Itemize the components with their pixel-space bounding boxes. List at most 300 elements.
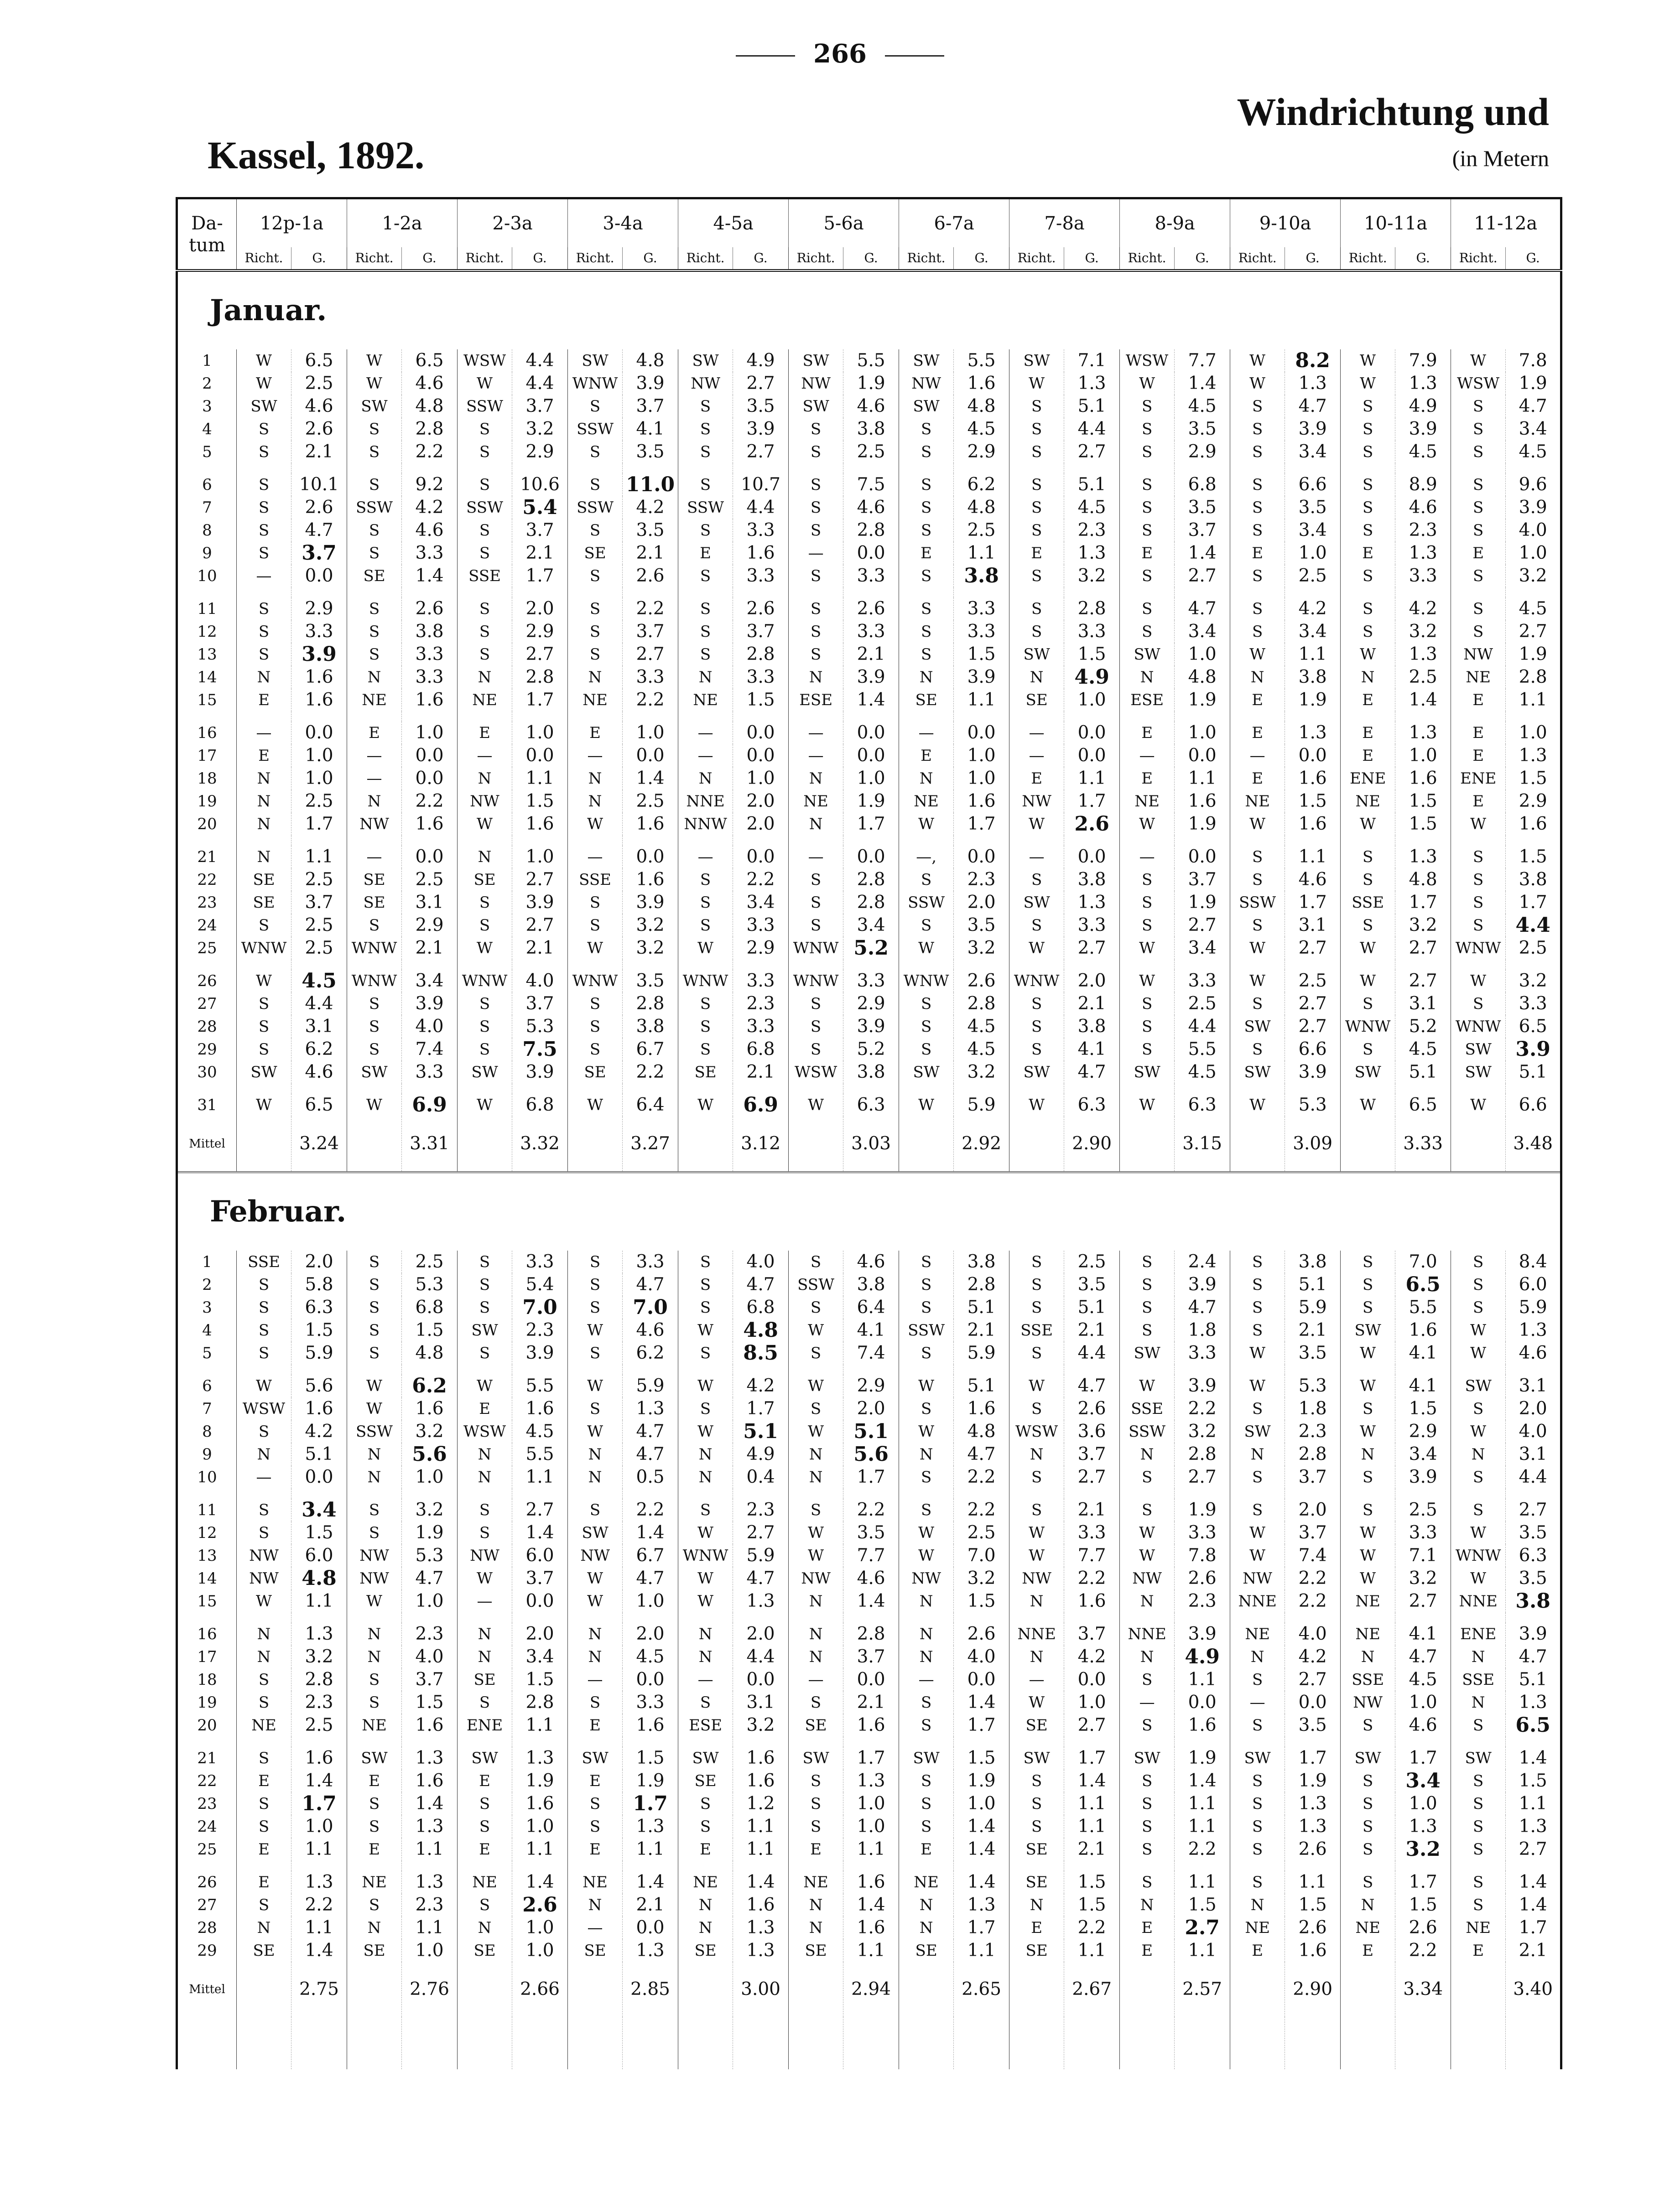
day-number: 8 xyxy=(177,519,237,542)
speed-cell: 5.1 xyxy=(954,1296,1009,1319)
speed-cell: 1.5 xyxy=(1064,1894,1120,1916)
speed-cell: 4.5 xyxy=(1506,441,1561,463)
speed-cell: 1.6 xyxy=(512,1397,568,1420)
direction-cell: SE xyxy=(899,689,954,711)
direction-cell: S xyxy=(1009,1342,1064,1365)
gap-cell xyxy=(512,1489,568,1499)
speed-cell: 2.7 xyxy=(733,1522,789,1544)
speed-cell: 1.6 xyxy=(291,1747,347,1770)
speed-cell: 3.4 xyxy=(1285,620,1341,643)
speed-cell: 5.1 xyxy=(733,1420,789,1443)
direction-cell: NW xyxy=(1230,1567,1285,1590)
mittel-empty xyxy=(1009,1117,1064,1172)
speed-cell: 5.9 xyxy=(623,1375,678,1397)
gap-cell xyxy=(733,1861,789,1871)
gap-cell xyxy=(458,1365,512,1375)
direction-cell: S xyxy=(347,1894,402,1916)
direction-cell: WNW xyxy=(347,970,402,992)
direction-cell: N xyxy=(1341,1646,1395,1668)
speed-cell: 4.6 xyxy=(1395,1714,1451,1737)
speed-cell: 2.6 xyxy=(954,970,1009,992)
direction-cell: N xyxy=(568,1646,623,1668)
direction-cell: S xyxy=(237,542,291,565)
gap-cell xyxy=(568,1084,623,1094)
direction-cell: S xyxy=(678,519,733,542)
direction-cell: SW xyxy=(1230,1747,1285,1770)
speed-cell: 4.4 xyxy=(1506,1466,1561,1489)
direction-cell: S xyxy=(1341,846,1395,868)
table-row xyxy=(177,1838,1561,1861)
direction-cell: W xyxy=(899,1544,954,1567)
speed-cell: 7.0 xyxy=(954,1544,1009,1567)
direction-cell: SW xyxy=(1341,1747,1395,1770)
richt-label: Richt. xyxy=(678,247,733,270)
speed-cell: 1.9 xyxy=(512,1770,568,1792)
direction-cell: NE xyxy=(237,1714,291,1737)
direction-cell: S xyxy=(458,1251,512,1273)
direction-cell: E xyxy=(1341,689,1395,711)
direction-cell: W xyxy=(899,937,954,960)
gap-cell xyxy=(789,587,843,597)
gap-cell xyxy=(458,463,512,473)
speed-cell: 0.0 xyxy=(954,1668,1009,1691)
day-number: 25 xyxy=(177,937,237,960)
direction-cell: — xyxy=(1120,744,1175,767)
direction-cell: N xyxy=(347,790,402,813)
direction-cell: N xyxy=(458,1466,512,1489)
speed-cell: 1.6 xyxy=(623,813,678,836)
direction-cell: SSW xyxy=(458,496,512,519)
speed-cell: 3.3 xyxy=(1506,992,1561,1015)
direction-cell: S xyxy=(1451,1466,1506,1489)
gap-cell xyxy=(1175,711,1230,722)
direction-cell: S xyxy=(899,1499,954,1522)
speed-cell: 3.7 xyxy=(512,1567,568,1590)
speed-cell: 3.2 xyxy=(623,937,678,960)
gap-cell xyxy=(1230,587,1285,597)
direction-cell: W xyxy=(1451,1094,1506,1117)
speed-cell: 1.7 xyxy=(954,1714,1009,1737)
speed-cell: 2.0 xyxy=(733,790,789,813)
day-number: 30 xyxy=(177,1061,237,1084)
speed-cell: 4.0 xyxy=(1506,1420,1561,1443)
mittel-empty xyxy=(789,1962,843,2017)
direction-cell: W xyxy=(1230,1544,1285,1567)
speed-cell: 4.4 xyxy=(733,1646,789,1668)
speed-cell: 1.0 xyxy=(512,722,568,744)
speed-cell: 5.2 xyxy=(1395,1015,1451,1038)
direction-cell: NW xyxy=(899,372,954,395)
richt-label: Richt. xyxy=(347,247,402,270)
speed-cell: 1.9 xyxy=(1175,813,1230,836)
direction-cell: E xyxy=(1341,744,1395,767)
direction-cell: SW xyxy=(899,395,954,418)
direction-cell: W xyxy=(237,970,291,992)
direction-cell: E xyxy=(1230,767,1285,790)
direction-cell: SW xyxy=(789,395,843,418)
direction-cell: E xyxy=(1120,767,1175,790)
speed-cell: 1.7 xyxy=(954,813,1009,836)
gap-cell xyxy=(1285,1737,1341,1747)
direction-cell: W xyxy=(347,1397,402,1420)
direction-cell: S xyxy=(237,1691,291,1714)
speed-cell: 4.9 xyxy=(1064,666,1120,689)
day-number: 4 xyxy=(177,418,237,441)
direction-cell: NW xyxy=(568,1544,623,1567)
direction-cell: NW xyxy=(1451,643,1506,666)
direction-cell: W xyxy=(1009,1544,1064,1567)
table-row xyxy=(177,473,1561,496)
direction-cell: SE xyxy=(458,1939,512,1962)
direction-cell: S xyxy=(1120,1770,1175,1792)
speed-cell: 5.3 xyxy=(1285,1094,1341,1117)
gap-cell xyxy=(1064,587,1120,597)
speed-cell: 2.0 xyxy=(1506,1397,1561,1420)
speed-cell: 1.6 xyxy=(291,1397,347,1420)
direction-cell: W xyxy=(1451,1319,1506,1342)
direction-cell: S xyxy=(237,1015,291,1038)
gap-cell xyxy=(1506,1365,1561,1375)
gap-cell xyxy=(789,1861,843,1871)
table-row xyxy=(177,1094,1561,1117)
direction-cell: W xyxy=(458,937,512,960)
speed-cell: 5.3 xyxy=(1285,1375,1341,1397)
speed-cell: 3.4 xyxy=(733,891,789,914)
day-number: 26 xyxy=(177,1871,237,1894)
direction-cell: WNW xyxy=(1451,1544,1506,1567)
direction-cell: N xyxy=(789,813,843,836)
speed-cell: 1.9 xyxy=(1175,689,1230,711)
gap-cell xyxy=(291,711,347,722)
direction-cell: SW xyxy=(237,395,291,418)
gap-cell xyxy=(1064,1737,1120,1747)
footer-cell xyxy=(458,2017,512,2069)
day-number: 24 xyxy=(177,914,237,937)
speed-cell: 2.2 xyxy=(1395,1939,1451,1962)
direction-cell: W xyxy=(678,1522,733,1544)
direction-cell: N xyxy=(789,767,843,790)
day-number: 21 xyxy=(177,846,237,868)
day-number: 17 xyxy=(177,744,237,767)
direction-cell: E xyxy=(1230,542,1285,565)
speed-cell: 3.1 xyxy=(733,1691,789,1714)
direction-cell: S xyxy=(458,914,512,937)
table-row xyxy=(177,1420,1561,1443)
direction-cell: N xyxy=(678,1466,733,1489)
speed-cell: 4.5 xyxy=(623,1646,678,1668)
footer-cell xyxy=(1341,2017,1395,2069)
direction-cell: S xyxy=(347,473,402,496)
direction-cell: S xyxy=(789,1770,843,1792)
speed-cell: 2.0 xyxy=(954,891,1009,914)
direction-cell: SSE xyxy=(1451,1668,1506,1691)
direction-cell: S xyxy=(678,597,733,620)
direction-cell: S xyxy=(1451,891,1506,914)
gap-cell xyxy=(1120,1737,1175,1747)
direction-cell: W xyxy=(1341,1522,1395,1544)
direction-cell: E xyxy=(1009,542,1064,565)
speed-cell: 1.7 xyxy=(512,565,568,587)
speed-cell: 2.0 xyxy=(733,813,789,836)
speed-cell: 5.6 xyxy=(291,1375,347,1397)
speed-cell: 1.3 xyxy=(1395,722,1451,744)
group-gap xyxy=(177,1737,1561,1747)
direction-cell: S xyxy=(1009,914,1064,937)
direction-cell: S xyxy=(1341,597,1395,620)
speed-cell: 1.0 xyxy=(843,1815,899,1838)
gap-cell xyxy=(1230,836,1285,846)
speed-cell: 2.3 xyxy=(1395,519,1451,542)
direction-cell: NE xyxy=(678,689,733,711)
table-row xyxy=(177,1916,1561,1939)
speed-cell: 4.7 xyxy=(954,1443,1009,1466)
gap-cell xyxy=(568,1737,623,1747)
speed-cell: 1.1 xyxy=(1175,1668,1230,1691)
speed-cell: 2.0 xyxy=(512,1623,568,1646)
footer-cell xyxy=(347,2017,402,2069)
direction-cell: S xyxy=(678,643,733,666)
gap-cell xyxy=(1395,1084,1451,1094)
direction-cell: S xyxy=(899,1815,954,1838)
direction-cell: NNW xyxy=(678,813,733,836)
direction-cell: S xyxy=(1230,1499,1285,1522)
direction-cell: S xyxy=(347,1691,402,1714)
direction-cell: S xyxy=(678,1015,733,1038)
day-number: 8 xyxy=(177,1420,237,1443)
richt-label: Richt. xyxy=(1341,247,1395,270)
speed-cell: 3.2 xyxy=(623,914,678,937)
direction-cell: S xyxy=(1009,519,1064,542)
day-number: 31 xyxy=(177,1094,237,1117)
direction-cell: S xyxy=(789,914,843,937)
speed-cell: 4.8 xyxy=(291,1567,347,1590)
footer-cell xyxy=(733,2017,789,2069)
speed-cell: 1.0 xyxy=(623,1590,678,1613)
direction-cell: S xyxy=(347,1792,402,1815)
gap-cell xyxy=(899,1737,954,1747)
day-number: 24 xyxy=(177,1815,237,1838)
speed-cell: 1.7 xyxy=(1395,1871,1451,1894)
mittel-empty xyxy=(347,1962,402,2017)
footer-cell xyxy=(1506,2017,1561,2069)
gap-cell xyxy=(458,711,512,722)
direction-cell: SW xyxy=(1341,1061,1395,1084)
mittel-value: 2.65 xyxy=(954,1962,1009,2017)
footer-cell xyxy=(678,2017,733,2069)
direction-cell: NE xyxy=(347,1714,402,1737)
speed-cell: 1.5 xyxy=(1506,846,1561,868)
mittel-empty xyxy=(1120,1117,1175,1172)
speed-cell: 1.1 xyxy=(291,1838,347,1861)
direction-cell: NE xyxy=(1341,1623,1395,1646)
table-row xyxy=(177,643,1561,666)
speed-cell: 0.0 xyxy=(1175,1691,1230,1714)
direction-cell: ESE xyxy=(678,1714,733,1737)
richt-label: Richt. xyxy=(899,247,954,270)
gap-cell xyxy=(1009,711,1064,722)
direction-cell: S xyxy=(1120,1668,1175,1691)
speed-cell: 1.9 xyxy=(402,1522,458,1544)
speed-cell: 4.1 xyxy=(843,1319,899,1342)
direction-cell: S xyxy=(1009,620,1064,643)
speed-cell: 7.7 xyxy=(1175,349,1230,372)
mittel-value: 2.67 xyxy=(1064,1962,1120,2017)
direction-cell: S xyxy=(1451,1714,1506,1737)
speed-cell: 3.7 xyxy=(843,1646,899,1668)
wind-table xyxy=(176,197,1562,2069)
gap-cell xyxy=(623,1084,678,1094)
mittel-value: 3.32 xyxy=(512,1117,568,1172)
direction-cell: S xyxy=(1120,473,1175,496)
speed-cell: 2.8 xyxy=(1285,1443,1341,1466)
speed-cell: 2.9 xyxy=(1395,1420,1451,1443)
direction-cell: S xyxy=(1009,1397,1064,1420)
speed-cell: 1.4 xyxy=(402,1792,458,1815)
speed-cell: 2.7 xyxy=(1285,1015,1341,1038)
direction-cell: E xyxy=(1451,542,1506,565)
table-row xyxy=(177,891,1561,914)
direction-cell: WNW xyxy=(568,970,623,992)
footer-cell xyxy=(1285,2017,1341,2069)
speed-cell: 1.3 xyxy=(1506,1815,1561,1838)
speed-cell: 3.3 xyxy=(1395,565,1451,587)
speed-cell: 2.2 xyxy=(954,1466,1009,1489)
speed-cell: 4.6 xyxy=(291,395,347,418)
direction-cell: S xyxy=(789,1397,843,1420)
speed-cell: 4.4 xyxy=(512,372,568,395)
direction-cell: SW xyxy=(1230,1015,1285,1038)
speed-cell: 0.0 xyxy=(623,846,678,868)
direction-cell: SW xyxy=(347,1061,402,1084)
gap-cell xyxy=(1451,1861,1506,1871)
speed-cell: 1.9 xyxy=(843,790,899,813)
direction-cell: ENE xyxy=(1341,767,1395,790)
gap-cell xyxy=(1341,463,1395,473)
gap-cell xyxy=(512,587,568,597)
gap-cell xyxy=(1230,1737,1285,1747)
direction-cell: — xyxy=(347,767,402,790)
direction-cell: S xyxy=(237,1815,291,1838)
table-row xyxy=(177,565,1561,587)
direction-cell: S xyxy=(1341,473,1395,496)
speed-cell: 2.0 xyxy=(291,1251,347,1273)
direction-cell: WSW xyxy=(237,1397,291,1420)
mittel-value: 3.09 xyxy=(1285,1117,1341,1172)
direction-cell: N xyxy=(1120,1646,1175,1668)
gap-cell xyxy=(623,1365,678,1375)
hour-header: 4-5a xyxy=(678,198,789,248)
speed-cell: 2.1 xyxy=(402,937,458,960)
speed-cell: 2.2 xyxy=(1064,1916,1120,1939)
gap-cell xyxy=(1451,1489,1506,1499)
direction-cell: E xyxy=(1341,722,1395,744)
group-gap xyxy=(177,1613,1561,1623)
speed-cell: 1.0 xyxy=(512,1916,568,1939)
direction-cell: S xyxy=(899,643,954,666)
direction-cell: S xyxy=(568,1296,623,1319)
direction-cell: E xyxy=(899,1838,954,1861)
gap-cell xyxy=(347,1365,402,1375)
speed-cell: 3.3 xyxy=(843,970,899,992)
direction-cell: W xyxy=(789,1522,843,1544)
speed-cell: 4.4 xyxy=(291,992,347,1015)
direction-cell: — xyxy=(1009,1668,1064,1691)
gap-cell xyxy=(291,1084,347,1094)
speed-cell: 2.6 xyxy=(291,418,347,441)
direction-cell: S xyxy=(1009,1251,1064,1273)
speed-cell: 6.3 xyxy=(1506,1544,1561,1567)
speed-cell: 1.3 xyxy=(512,1747,568,1770)
day-number: 10 xyxy=(177,565,237,587)
speed-cell: 0.0 xyxy=(954,722,1009,744)
speed-cell: 5.2 xyxy=(843,937,899,960)
direction-cell: N xyxy=(899,1443,954,1466)
speed-cell: 2.7 xyxy=(733,441,789,463)
speed-cell: 1.3 xyxy=(733,1590,789,1613)
speed-cell: 2.1 xyxy=(623,1894,678,1916)
mittel-row xyxy=(177,1117,1561,1172)
direction-cell: S xyxy=(237,1499,291,1522)
speed-cell: 3.3 xyxy=(512,1251,568,1273)
direction-cell: S xyxy=(789,1251,843,1273)
speed-cell: 2.5 xyxy=(954,519,1009,542)
direction-cell: S xyxy=(1230,620,1285,643)
speed-cell: 3.9 xyxy=(1506,1038,1561,1061)
direction-cell: W xyxy=(568,1590,623,1613)
gap-cell xyxy=(899,1861,954,1871)
direction-cell: W xyxy=(899,1094,954,1117)
direction-cell: W xyxy=(1451,1567,1506,1590)
speed-cell: 1.1 xyxy=(1064,767,1120,790)
direction-cell: NW xyxy=(347,813,402,836)
direction-cell: S xyxy=(1341,1838,1395,1861)
speed-cell: 2.1 xyxy=(843,643,899,666)
speed-cell: 2.9 xyxy=(291,597,347,620)
direction-cell: E xyxy=(1009,767,1064,790)
speed-cell: 3.9 xyxy=(1395,418,1451,441)
direction-cell: SSE xyxy=(237,1251,291,1273)
direction-cell: E xyxy=(237,689,291,711)
speed-cell: 2.6 xyxy=(623,565,678,587)
speed-cell: 1.4 xyxy=(291,1939,347,1962)
speed-cell: 1.1 xyxy=(1175,1871,1230,1894)
speed-cell: 4.7 xyxy=(733,1567,789,1590)
direction-cell: ESE xyxy=(789,689,843,711)
speed-cell: 6.2 xyxy=(954,473,1009,496)
day-number: 23 xyxy=(177,1792,237,1815)
gap-cell xyxy=(1506,463,1561,473)
speed-cell: 0.0 xyxy=(733,722,789,744)
direction-cell: S xyxy=(1451,1273,1506,1296)
speed-cell: 1.1 xyxy=(1175,767,1230,790)
speed-cell: 1.0 xyxy=(291,767,347,790)
gap-cell xyxy=(1009,1489,1064,1499)
speed-cell: 3.2 xyxy=(1506,565,1561,587)
gap-cell xyxy=(1009,1613,1064,1623)
direction-cell: S xyxy=(1451,1871,1506,1894)
speed-cell: 1.1 xyxy=(843,1838,899,1861)
speed-cell: 4.5 xyxy=(1175,395,1230,418)
speed-cell: 3.3 xyxy=(402,666,458,689)
speed-cell: 2.6 xyxy=(733,597,789,620)
speed-cell: 3.9 xyxy=(954,666,1009,689)
speed-cell: 1.4 xyxy=(623,1871,678,1894)
day-number: 12 xyxy=(177,1522,237,1544)
direction-cell: S xyxy=(237,620,291,643)
direction-cell: WNW xyxy=(789,937,843,960)
speed-cell: 7.4 xyxy=(843,1342,899,1365)
direction-cell: E xyxy=(1451,790,1506,813)
